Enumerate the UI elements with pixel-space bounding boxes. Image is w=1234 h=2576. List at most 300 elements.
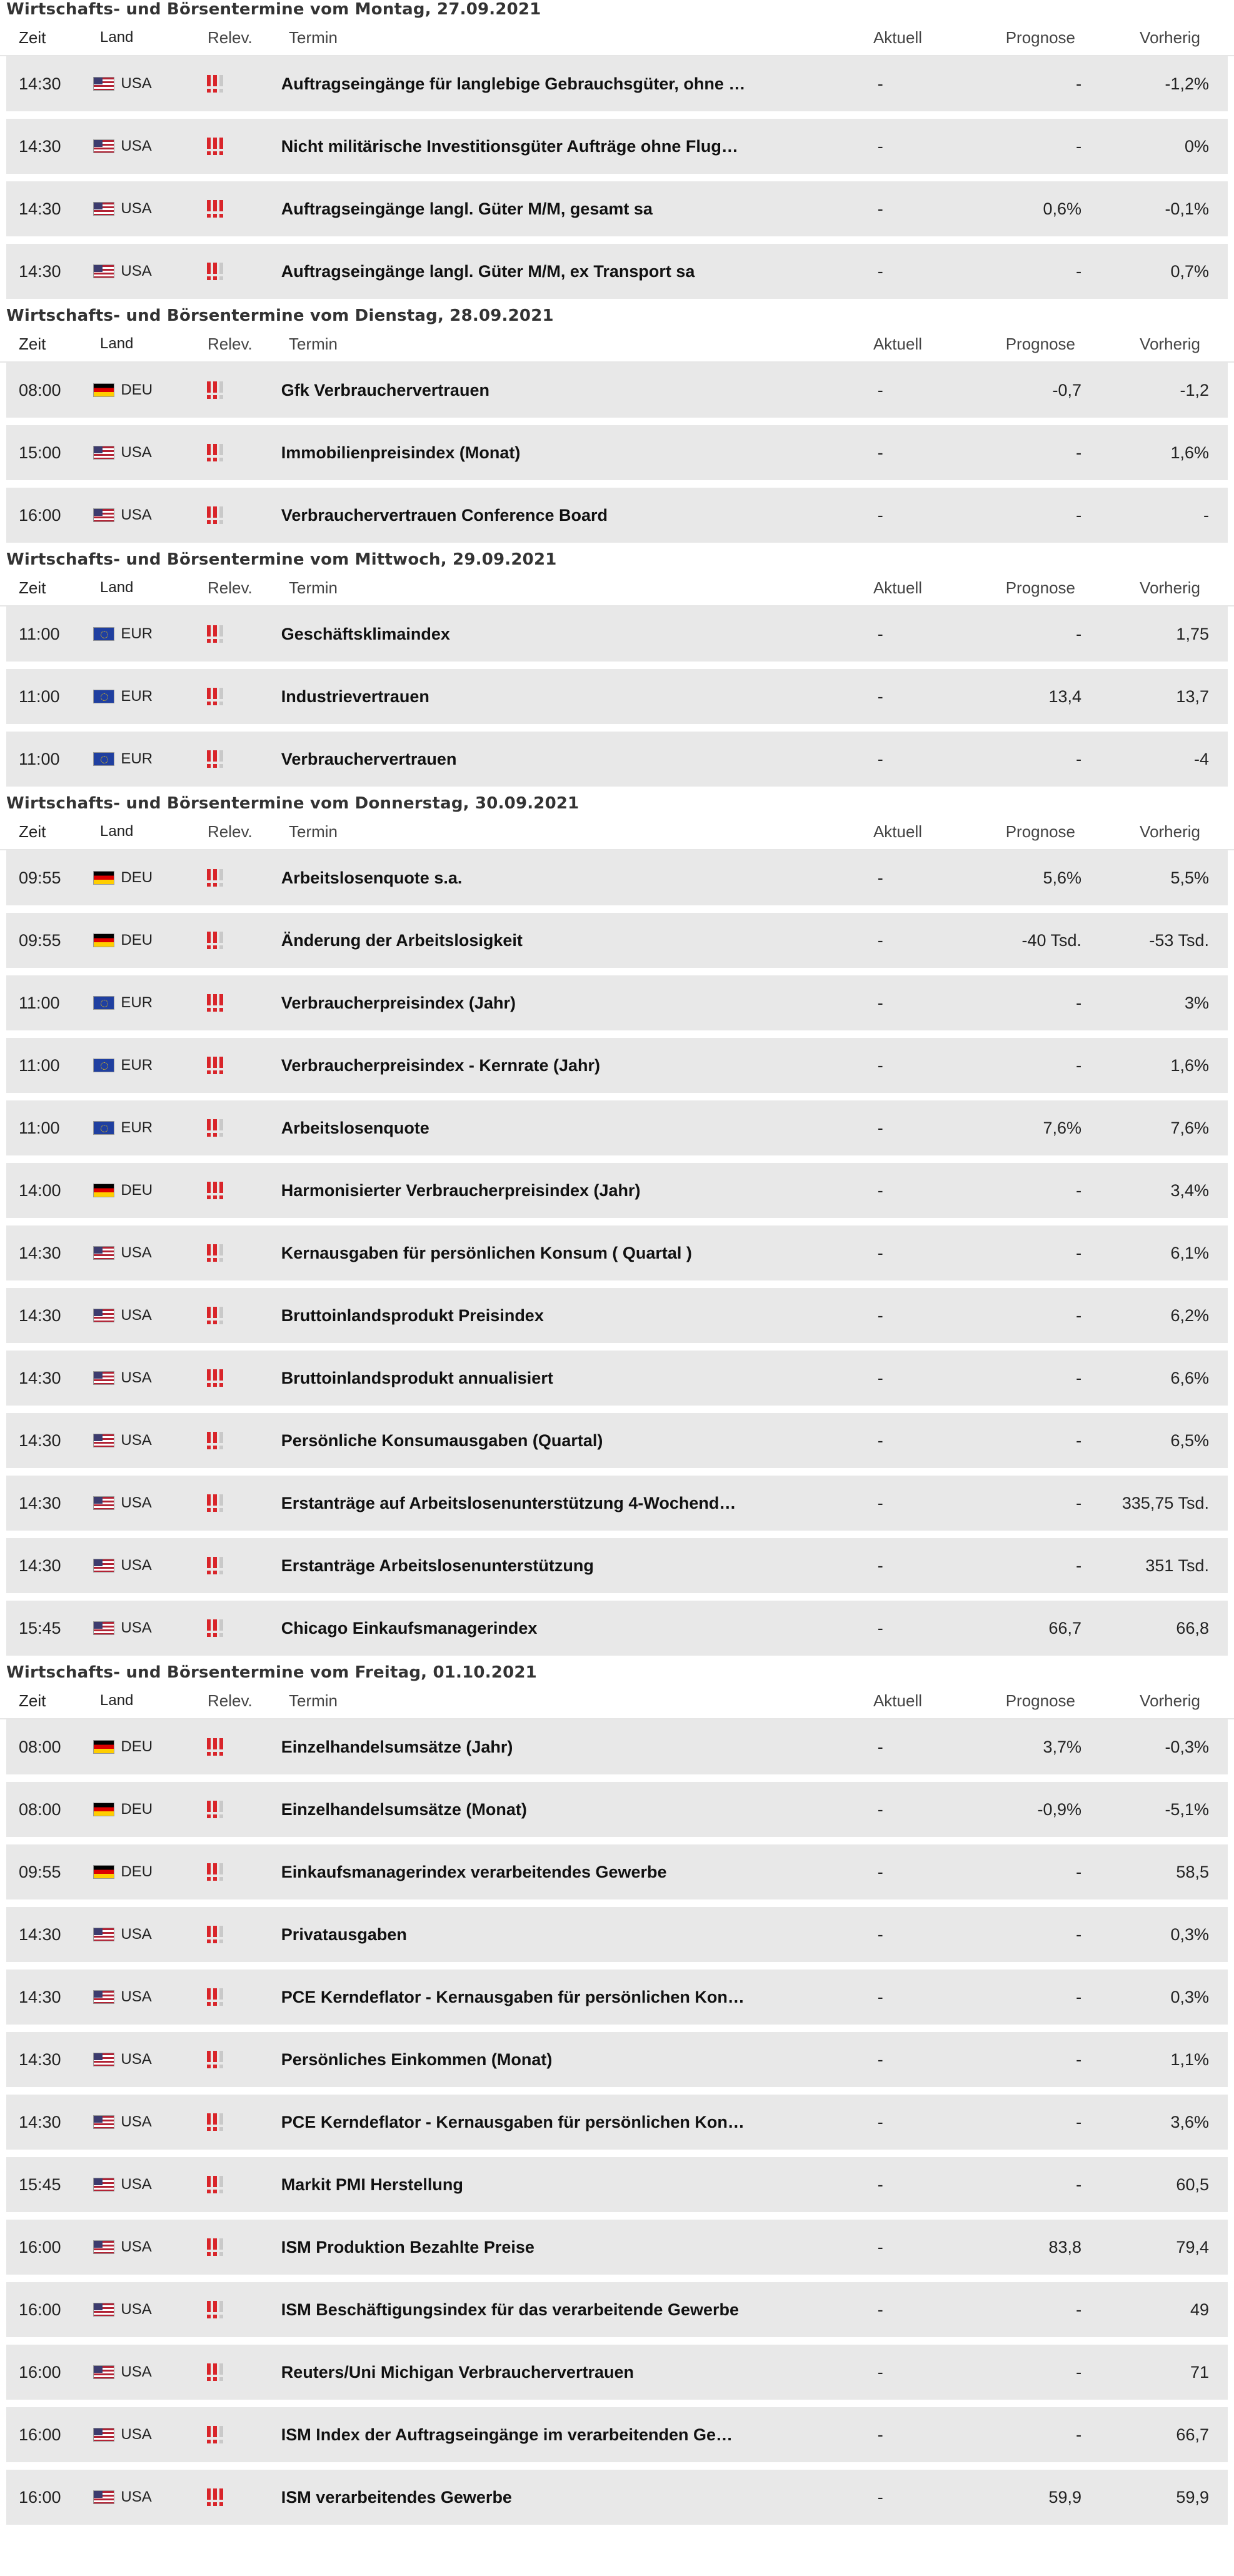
event-country <box>93 2176 206 2193</box>
forecast-value: - <box>1076 2175 1082 2194</box>
flag-usa-icon <box>93 139 114 153</box>
event-name[interactable]: ISM verarbeitendes Gewerbe <box>281 2487 512 2507</box>
country-code: USA <box>121 1557 152 1574</box>
exclamation-icon <box>206 506 211 524</box>
event-name[interactable]: Verbrauchervertrauen <box>281 749 457 768</box>
actual-value: - <box>877 199 883 218</box>
forecast-value: - <box>1076 1987 1082 2006</box>
event-name[interactable]: Verbraucherpreisindex - Kernrate (Jahr) <box>281 1055 600 1075</box>
forecast-value: - <box>1076 74 1082 93</box>
forecast-value: - <box>1076 1862 1082 1881</box>
table-row[interactable] <box>6 425 1228 480</box>
table-row[interactable] <box>6 1907 1228 1962</box>
event-time: 14:30 <box>19 1556 61 1575</box>
relevance-indicator <box>206 1619 281 1637</box>
previous-value: 6,6% <box>1170 1368 1209 1387</box>
exclamation-icon <box>206 1801 211 1818</box>
flag-deu-icon <box>93 1184 114 1197</box>
event-name[interactable]: Einkaufsmanagerindex verarbeitendes Gewerbe <box>281 1862 667 1881</box>
event-country <box>93 932 206 949</box>
event-name[interactable]: Immobilienpreisindex (Monat) <box>281 443 521 462</box>
event-name[interactable]: Auftragseingänge für langlebige Gebrauchsgüter, ohne … <box>281 74 746 93</box>
table-row[interactable] <box>6 913 1228 968</box>
forecast-value: - <box>1076 2112 1082 2131</box>
previous-value: 13,7 <box>1176 687 1209 706</box>
forecast-value: - <box>1076 1431 1082 1450</box>
relevance-indicator <box>206 1926 281 1943</box>
forecast-value: -0,9% <box>1037 1799 1082 1819</box>
event-name[interactable]: PCE Kerndeflator - Kernausgaben für persönlichen Kon… <box>281 1987 745 2006</box>
exclamation-icon <box>213 1619 218 1637</box>
column-header-prognose: Prognose <box>1005 578 1075 597</box>
table-row[interactable] <box>6 1970 1228 2025</box>
actual-value: - <box>877 687 883 706</box>
event-country <box>93 625 206 643</box>
column-header-aktuell: Aktuell <box>873 822 922 841</box>
event-country <box>93 1432 206 1449</box>
event-name[interactable]: Einzelhandelsumsätze (Jahr) <box>281 1737 513 1756</box>
relevance-indicator <box>206 2301 281 2318</box>
event-name[interactable]: Persönliche Konsumausgaben (Quartal) <box>281 1431 603 1450</box>
column-header-relev: Relev. <box>208 28 253 47</box>
column-header-zeit: Zeit <box>19 1691 46 1710</box>
exclamation-icon <box>213 200 218 218</box>
event-country <box>93 506 206 524</box>
exclamation-icon <box>219 1801 224 1818</box>
event-time: 16:00 <box>19 2425 61 2444</box>
exclamation-icon <box>206 1432 211 1449</box>
event-name[interactable]: ISM Beschäftigungsindex für das verarbeitende Gewerbe <box>281 2300 740 2319</box>
table-row[interactable] <box>6 1782 1228 1837</box>
exclamation-icon <box>213 444 218 461</box>
flag-deu-icon <box>93 1865 114 1879</box>
country-code: USA <box>121 2488 152 2505</box>
country-code: EUR <box>121 1119 153 1136</box>
actual-value: - <box>877 1799 883 1819</box>
relevance-indicator <box>206 200 281 218</box>
exclamation-icon <box>219 263 224 280</box>
exclamation-icon <box>206 444 211 461</box>
table-row[interactable] <box>6 2220 1228 2275</box>
column-header <box>0 814 1234 850</box>
exclamation-icon <box>206 2301 211 2318</box>
column-header-relev: Relev. <box>208 334 253 353</box>
actual-value: - <box>877 1368 883 1387</box>
country-code: USA <box>121 506 152 523</box>
relevance-indicator <box>206 1307 281 1324</box>
event-country <box>93 263 206 280</box>
forecast-value: 0,6% <box>1043 199 1082 218</box>
column-header-zeit: Zeit <box>19 28 46 47</box>
exclamation-icon <box>219 200 224 218</box>
event-country <box>93 2488 206 2506</box>
exclamation-icon <box>219 1369 224 1387</box>
actual-value: - <box>877 74 883 93</box>
event-name[interactable]: Erstanträge auf Arbeitslosenunterstützung 4-Wochend… <box>281 1493 736 1512</box>
forecast-value: - <box>1076 1055 1082 1075</box>
forecast-value: - <box>1076 1368 1082 1387</box>
table-row[interactable] <box>6 669 1228 724</box>
event-country <box>93 1557 206 1574</box>
exclamation-icon <box>206 1926 211 1943</box>
event-country <box>93 444 206 461</box>
event-name[interactable]: Arbeitslosenquote s.a. <box>281 868 463 887</box>
forecast-value: 59,9 <box>1048 2487 1082 2507</box>
previous-value: 6,1% <box>1170 1243 1209 1262</box>
flag-usa-icon <box>93 1559 114 1572</box>
flag-deu-icon <box>93 871 114 885</box>
event-country <box>93 2113 206 2131</box>
table-row[interactable] <box>6 363 1228 418</box>
event-time: 14:00 <box>19 1180 61 1200</box>
exclamation-icon <box>219 2301 224 2318</box>
event-time: 14:30 <box>19 2112 61 2131</box>
previous-value: 49 <box>1190 2300 1209 2319</box>
event-name[interactable]: Arbeitslosenquote <box>281 1118 429 1137</box>
event-time: 14:30 <box>19 2050 61 2069</box>
table-row[interactable] <box>6 1100 1228 1155</box>
exclamation-icon <box>206 1307 211 1324</box>
exclamation-icon <box>213 1119 218 1137</box>
column-header-prognose: Prognose <box>1005 28 1075 47</box>
table-row[interactable] <box>6 1413 1228 1468</box>
exclamation-icon <box>206 200 211 218</box>
flag-usa-icon <box>93 2490 114 2504</box>
event-time: 08:00 <box>19 380 61 400</box>
exclamation-icon <box>213 2363 218 2381</box>
event-time: 16:00 <box>19 2487 61 2507</box>
country-code: EUR <box>121 625 153 642</box>
forecast-value: - <box>1076 993 1082 1012</box>
exclamation-icon <box>206 75 211 93</box>
event-country <box>93 1494 206 1512</box>
exclamation-icon <box>219 1119 224 1137</box>
event-time: 16:00 <box>19 2362 61 2382</box>
table-row[interactable] <box>6 181 1228 236</box>
event-country <box>93 869 206 887</box>
table-row[interactable] <box>6 2095 1228 2150</box>
event-name[interactable]: Kernausgaben für persönlichen Konsum ( Quartal ) <box>281 1243 692 1262</box>
event-name[interactable]: Markit PMI Herstellung <box>281 2175 463 2194</box>
event-country <box>93 138 206 155</box>
table-row[interactable] <box>6 244 1228 299</box>
table-row[interactable] <box>6 732 1228 787</box>
previous-value: -53 Tsd. <box>1149 930 1209 950</box>
exclamation-icon <box>219 75 224 93</box>
country-code: USA <box>121 1494 152 1511</box>
exclamation-icon <box>213 2301 218 2318</box>
relevance-indicator <box>206 263 281 280</box>
forecast-value: 13,4 <box>1048 687 1082 706</box>
exclamation-icon <box>213 2113 218 2131</box>
event-name[interactable]: Geschäftsklimaindex <box>281 624 450 643</box>
event-country <box>93 1119 206 1137</box>
event-country <box>93 1307 206 1324</box>
table-row[interactable] <box>6 2470 1228 2525</box>
relevance-indicator <box>206 1244 281 1262</box>
table-row[interactable] <box>6 1225 1228 1280</box>
exclamation-icon <box>219 869 224 887</box>
country-code: USA <box>121 138 152 154</box>
table-row[interactable] <box>6 2157 1228 2212</box>
forecast-value: 7,6% <box>1043 1118 1082 1137</box>
event-country <box>93 1057 206 1074</box>
flag-usa-icon <box>93 2428 114 2442</box>
event-time: 15:45 <box>19 2175 61 2194</box>
actual-value: - <box>877 1556 883 1575</box>
event-name[interactable]: Auftragseingänge langl. Güter M/M, ex Transport sa <box>281 261 695 281</box>
exclamation-icon <box>219 506 224 524</box>
relevance-indicator <box>206 1863 281 1881</box>
actual-value: - <box>877 261 883 281</box>
forecast-value: 66,7 <box>1048 1618 1082 1638</box>
event-name[interactable]: Verbrauchervertrauen Conference Board <box>281 505 608 525</box>
event-country <box>93 1369 206 1387</box>
flag-usa-icon <box>93 446 114 460</box>
event-country <box>93 750 206 768</box>
table-row[interactable] <box>6 1844 1228 1899</box>
table-row[interactable] <box>6 1601 1228 1656</box>
table-row[interactable] <box>6 1538 1228 1593</box>
exclamation-icon <box>206 1619 211 1637</box>
actual-value: - <box>877 2112 883 2131</box>
event-time: 14:30 <box>19 1987 61 2006</box>
event-country <box>93 1863 206 1881</box>
event-time: 14:30 <box>19 1306 61 1325</box>
event-country <box>93 994 206 1012</box>
exclamation-icon <box>206 1244 211 1262</box>
event-time: 11:00 <box>19 749 60 768</box>
table-row[interactable] <box>6 1351 1228 1406</box>
event-name[interactable]: Persönliches Einkommen (Monat) <box>281 2050 553 2069</box>
relevance-indicator <box>206 1119 281 1137</box>
exclamation-icon <box>219 1988 224 2006</box>
section-title: Wirtschafts- und Börsentermine vom Freitag, 01.10.2021 <box>6 1663 537 1682</box>
previous-value: 0% <box>1184 136 1209 156</box>
event-name[interactable]: Chicago Einkaufsmanagerindex <box>281 1618 538 1638</box>
forecast-value: - <box>1076 1180 1082 1200</box>
event-country <box>93 1926 206 1943</box>
event-name[interactable]: PCE Kerndeflator - Kernausgaben für persönlichen Kon… <box>281 2112 745 2131</box>
section-title: Wirtschafts- und Börsentermine vom Dienstag, 28.09.2021 <box>6 306 554 325</box>
previous-value: -0,3% <box>1165 1737 1209 1756</box>
table-row[interactable] <box>6 1163 1228 1218</box>
exclamation-icon <box>219 2238 224 2256</box>
relevance-indicator <box>206 2176 281 2193</box>
table-row[interactable] <box>6 488 1228 543</box>
forecast-value: - <box>1076 2050 1082 2069</box>
table-row[interactable] <box>6 119 1228 174</box>
exclamation-icon <box>219 1182 224 1199</box>
flag-eur-icon <box>93 690 114 703</box>
exclamation-icon <box>213 994 218 1012</box>
event-time: 14:30 <box>19 199 61 218</box>
exclamation-icon <box>219 444 224 461</box>
event-name[interactable]: Industrievertrauen <box>281 687 429 706</box>
event-name[interactable]: Bruttoinlandsprodukt Preisindex <box>281 1306 544 1325</box>
event-country <box>93 1801 206 1818</box>
table-row[interactable] <box>6 1476 1228 1531</box>
previous-value: -0,1% <box>1165 199 1209 218</box>
actual-value: - <box>877 930 883 950</box>
event-time: 11:00 <box>19 1055 60 1075</box>
flag-usa-icon <box>93 1309 114 1322</box>
column-header <box>0 570 1234 606</box>
flag-usa-icon <box>93 1246 114 1260</box>
previous-value: 1,6% <box>1170 1055 1209 1075</box>
event-name[interactable]: Gfk Verbrauchervertrauen <box>281 380 489 400</box>
exclamation-icon <box>219 1494 224 1512</box>
country-code: USA <box>121 1926 152 1943</box>
table-row[interactable] <box>6 975 1228 1030</box>
event-country <box>93 2363 206 2381</box>
event-name[interactable]: Harmonisierter Verbraucherpreisindex (Jahr) <box>281 1180 641 1200</box>
event-name[interactable]: ISM Produktion Bezahlte Preise <box>281 2237 534 2257</box>
actual-value: - <box>877 505 883 525</box>
country-code: EUR <box>121 1057 153 1074</box>
actual-value: - <box>877 2362 883 2382</box>
actual-value: - <box>877 993 883 1012</box>
event-name[interactable]: Auftragseingänge langl. Güter M/M, gesamt sa <box>281 199 653 218</box>
table-row[interactable] <box>6 56 1228 111</box>
event-time: 08:00 <box>19 1737 61 1756</box>
exclamation-icon <box>206 1494 211 1512</box>
exclamation-icon <box>219 2488 224 2506</box>
relevance-indicator <box>206 75 281 93</box>
actual-value: - <box>877 1618 883 1638</box>
previous-value: 3,4% <box>1170 1180 1209 1200</box>
event-time: 09:55 <box>19 930 61 950</box>
exclamation-icon <box>219 1557 224 1574</box>
flag-usa-icon <box>93 1496 114 1510</box>
table-row[interactable] <box>6 1719 1228 1774</box>
event-country <box>93 688 206 705</box>
event-country <box>93 2051 206 2068</box>
country-code: USA <box>121 1619 152 1636</box>
table-row[interactable] <box>6 2345 1228 2400</box>
relevance-indicator <box>206 869 281 887</box>
table-row[interactable] <box>6 2032 1228 2087</box>
event-time: 14:30 <box>19 136 61 156</box>
exclamation-icon <box>206 2051 211 2068</box>
event-name[interactable]: ISM Index der Auftragseingänge im verarbeitenden Ge… <box>281 2425 733 2444</box>
relevance-indicator <box>206 1557 281 1574</box>
exclamation-icon <box>206 1182 211 1199</box>
event-time: 11:00 <box>19 624 60 643</box>
event-country <box>93 1182 206 1199</box>
column-header-zeit: Zeit <box>19 334 46 353</box>
table-row[interactable] <box>6 2282 1228 2337</box>
exclamation-icon <box>206 2426 211 2443</box>
actual-value: - <box>877 1118 883 1137</box>
table-row[interactable] <box>6 2407 1228 2462</box>
actual-value: - <box>877 443 883 462</box>
event-name[interactable]: Bruttoinlandsprodukt annualisiert <box>281 1368 553 1387</box>
actual-value: - <box>877 2487 883 2507</box>
column-header-land: Land <box>100 29 134 46</box>
flag-usa-icon <box>93 202 114 216</box>
event-time: 16:00 <box>19 2237 61 2257</box>
previous-value: 1,1% <box>1170 2050 1209 2069</box>
event-country <box>93 2426 206 2443</box>
relevance-indicator <box>206 1801 281 1818</box>
event-country <box>93 1619 206 1637</box>
forecast-value: - <box>1076 443 1082 462</box>
event-name[interactable]: Erstanträge Arbeitslosenunterstützung <box>281 1556 594 1575</box>
country-code: DEU <box>121 869 153 886</box>
exclamation-icon <box>213 2238 218 2256</box>
column-header-termin: Termin <box>289 1691 338 1710</box>
event-name[interactable]: Einzelhandelsumsätze (Monat) <box>281 1799 527 1819</box>
column-header-land: Land <box>100 823 134 840</box>
actual-value: - <box>877 1987 883 2006</box>
column-header-zeit: Zeit <box>19 822 46 841</box>
exclamation-icon <box>219 381 224 399</box>
exclamation-icon <box>206 2113 211 2131</box>
actual-value: - <box>877 1493 883 1512</box>
actual-value: - <box>877 1862 883 1881</box>
relevance-indicator <box>206 688 281 705</box>
flag-deu-icon <box>93 1740 114 1754</box>
exclamation-icon <box>206 2488 211 2506</box>
exclamation-icon <box>213 2488 218 2506</box>
forecast-value: - <box>1076 1556 1082 1575</box>
exclamation-icon <box>213 1988 218 2006</box>
forecast-value: - <box>1076 2362 1082 2382</box>
event-name[interactable]: Nicht militärische Investitionsgüter Aufträge ohne Flug… <box>281 136 738 156</box>
flag-eur-icon <box>93 627 114 641</box>
flag-deu-icon <box>93 933 114 947</box>
table-row[interactable] <box>6 1038 1228 1093</box>
column-header-termin: Termin <box>289 28 338 47</box>
table-row[interactable] <box>6 850 1228 905</box>
country-code: USA <box>121 444 152 461</box>
country-code: USA <box>121 2176 152 2193</box>
forecast-value: - <box>1076 749 1082 768</box>
column-header-relev: Relev. <box>208 822 253 841</box>
column-header-prognose: Prognose <box>1005 822 1075 841</box>
column-header-termin: Termin <box>289 334 338 353</box>
exclamation-icon <box>206 869 211 887</box>
table-row[interactable] <box>6 1288 1228 1343</box>
exclamation-icon <box>219 2176 224 2193</box>
forecast-value: - <box>1076 1306 1082 1325</box>
event-name[interactable]: Privatausgaben <box>281 1924 407 1944</box>
event-time: 14:30 <box>19 74 61 93</box>
flag-eur-icon <box>93 752 114 766</box>
previous-value: 0,3% <box>1170 1924 1209 1944</box>
country-code: EUR <box>121 994 153 1011</box>
event-time: 14:30 <box>19 261 61 281</box>
event-name[interactable]: Änderung der Arbeitslosigkeit <box>281 930 523 950</box>
table-row[interactable] <box>6 606 1228 662</box>
previous-value: 66,7 <box>1176 2425 1209 2444</box>
exclamation-icon <box>213 1432 218 1449</box>
exclamation-icon <box>219 1619 224 1637</box>
forecast-value: - <box>1076 1924 1082 1944</box>
exclamation-icon <box>213 750 218 768</box>
flag-usa-icon <box>93 264 114 278</box>
forecast-value: - <box>1076 505 1082 525</box>
event-name[interactable]: Reuters/Uni Michigan Verbrauchervertrauen <box>281 2362 634 2382</box>
exclamation-icon <box>206 2176 211 2193</box>
country-code: USA <box>121 2363 152 2380</box>
exclamation-icon <box>206 932 211 949</box>
actual-value: - <box>877 1306 883 1325</box>
event-time: 14:30 <box>19 1924 61 1944</box>
event-name[interactable]: Verbraucherpreisindex (Jahr) <box>281 993 516 1012</box>
actual-value: - <box>877 380 883 400</box>
